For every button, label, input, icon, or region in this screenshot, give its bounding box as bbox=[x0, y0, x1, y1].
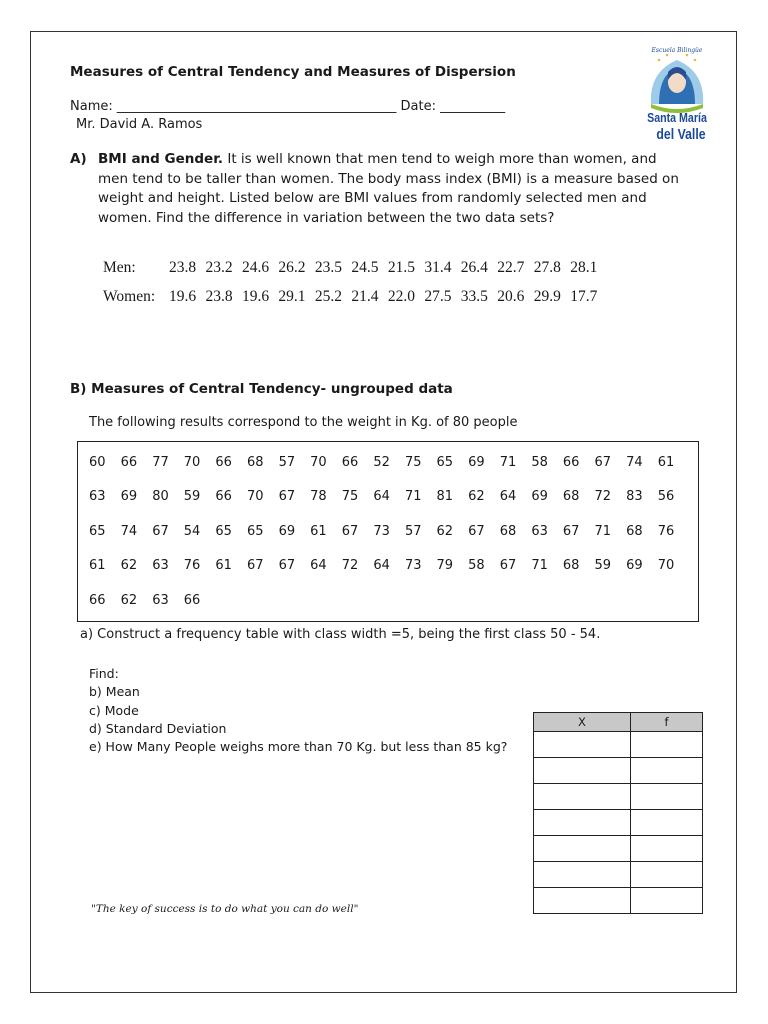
data-value: 74 bbox=[626, 455, 643, 470]
data-value: 67 bbox=[468, 524, 485, 539]
data-value: 63 bbox=[531, 524, 548, 539]
section-b-heading: B) Measures of Central Tendency- ungrouped data bbox=[70, 381, 453, 397]
table-cell[interactable] bbox=[631, 836, 703, 862]
data-value: 56 bbox=[657, 489, 675, 504]
men-values: 23.8 23.2 24.6 26.2 23.5 24.5 21.5 31.4 26.4 22.7 27.8 28.1 bbox=[169, 259, 598, 276]
data-value: 70 bbox=[246, 489, 264, 504]
data-value: 66 bbox=[341, 455, 359, 470]
data-value: 62 bbox=[468, 489, 485, 504]
data-value: 61 bbox=[89, 558, 106, 573]
data-value: 68 bbox=[246, 455, 264, 470]
data-row bbox=[89, 455, 689, 470]
data-value: 67 bbox=[562, 524, 580, 539]
table-cell[interactable] bbox=[534, 810, 631, 836]
find-item-std-dev: d) Standard Deviation bbox=[89, 720, 227, 736]
data-value: 64 bbox=[373, 558, 390, 573]
data-value: 67 bbox=[152, 524, 169, 539]
section-a-text bbox=[98, 150, 682, 228]
data-value: 64 bbox=[373, 489, 390, 504]
data-value: 76 bbox=[183, 558, 201, 573]
data-value: 72 bbox=[594, 489, 612, 504]
table-cell[interactable] bbox=[534, 888, 631, 914]
table-cell[interactable] bbox=[534, 784, 631, 810]
data-value: 69 bbox=[278, 524, 296, 539]
data-value: 75 bbox=[341, 489, 359, 504]
data-value: 71 bbox=[531, 558, 548, 573]
data-value: 66 bbox=[562, 455, 580, 470]
data-value: 62 bbox=[436, 524, 454, 539]
data-value: 67 bbox=[278, 489, 296, 504]
table-cell[interactable] bbox=[631, 732, 703, 758]
find-item-mode: c) Mode bbox=[89, 702, 139, 718]
data-value: 83 bbox=[626, 489, 643, 504]
data-value: 71 bbox=[594, 524, 612, 539]
data-value: 63 bbox=[152, 558, 169, 573]
data-value: 60 bbox=[89, 455, 106, 470]
table-cell[interactable] bbox=[534, 862, 631, 888]
data-value: 63 bbox=[89, 489, 106, 504]
logo-name-line2: del Valle bbox=[656, 125, 706, 143]
find-label: Find: bbox=[89, 666, 119, 681]
data-value: 69 bbox=[626, 558, 643, 573]
table-cell[interactable] bbox=[534, 758, 631, 784]
logo-top-text: Escuela Bilingüe bbox=[651, 47, 703, 54]
find-list bbox=[89, 665, 507, 756]
section-a-body: It is well known that men tend to weigh more than women, and men tend to be taller than women. The body mass index (BMI) is a measure based on weight and height. Listed below are BMI values from randomly selected men and women. Find the difference in variation between the two data sets? bbox=[98, 151, 679, 226]
data-value: 68 bbox=[626, 524, 643, 539]
table-cell[interactable] bbox=[631, 888, 703, 914]
data-value: 71 bbox=[499, 455, 517, 470]
data-value: 59 bbox=[594, 558, 612, 573]
data-value: 61 bbox=[215, 558, 232, 573]
table-row bbox=[534, 758, 703, 784]
data-value: 62 bbox=[120, 558, 138, 573]
name-date-line: Name: ___________________________________________ Date: __________ bbox=[70, 99, 506, 114]
data-value: 65 bbox=[89, 524, 106, 539]
table-cell[interactable] bbox=[534, 836, 631, 862]
question-a: a) Construct a frequency table with class width =5, being the first class 50 - 54. bbox=[80, 627, 601, 642]
table-cell[interactable] bbox=[631, 810, 703, 836]
women-label: Women: bbox=[103, 288, 156, 305]
data-value: 68 bbox=[499, 524, 517, 539]
data-value: 73 bbox=[404, 558, 422, 573]
section-a bbox=[70, 150, 682, 228]
data-value: 63 bbox=[152, 593, 169, 608]
data-value: 65 bbox=[436, 455, 454, 470]
data-value: 67 bbox=[594, 455, 612, 470]
data-value: 70 bbox=[183, 455, 201, 470]
data-value: 67 bbox=[278, 558, 296, 573]
data-value: 70 bbox=[310, 455, 327, 470]
data-value: 66 bbox=[183, 593, 201, 608]
data-value: 52 bbox=[373, 455, 390, 470]
section-a-heading: BMI and Gender. bbox=[98, 151, 224, 167]
motivational-quote: "The key of success is to do what you can do well" bbox=[91, 903, 359, 915]
data-value: 61 bbox=[657, 455, 675, 470]
data-value: 75 bbox=[404, 455, 422, 470]
table-row bbox=[534, 732, 703, 758]
data-value: 58 bbox=[531, 455, 548, 470]
data-value: 65 bbox=[215, 524, 232, 539]
table-row bbox=[534, 784, 703, 810]
data-value: 57 bbox=[278, 455, 296, 470]
table-cell[interactable] bbox=[631, 758, 703, 784]
women-values: 19.6 23.8 19.6 29.1 25.2 21.4 22.0 27.5 33.5 20.6 29.9 17.7 bbox=[169, 288, 598, 305]
data-value: 54 bbox=[183, 524, 201, 539]
data-value: 70 bbox=[657, 558, 675, 573]
data-row bbox=[89, 593, 215, 608]
data-value: 80 bbox=[152, 489, 169, 504]
data-value: 64 bbox=[310, 558, 327, 573]
data-value: 79 bbox=[436, 558, 454, 573]
table-cell[interactable] bbox=[534, 732, 631, 758]
frequency-table bbox=[533, 712, 703, 914]
worksheet-title: Measures of Central Tendency and Measures of Dispersion bbox=[70, 64, 516, 80]
data-value: 77 bbox=[152, 455, 169, 470]
logo-name-line1: Santa María bbox=[647, 109, 707, 126]
data-value: 66 bbox=[215, 489, 232, 504]
weight-data-box bbox=[77, 441, 699, 622]
data-value: 68 bbox=[562, 558, 580, 573]
data-value: 69 bbox=[468, 455, 485, 470]
table-row bbox=[534, 810, 703, 836]
men-label: Men: bbox=[103, 259, 136, 276]
data-value: 61 bbox=[310, 524, 327, 539]
data-value: 71 bbox=[404, 489, 422, 504]
data-value: 65 bbox=[246, 524, 264, 539]
data-value: 76 bbox=[657, 524, 675, 539]
table-cell[interactable] bbox=[631, 784, 703, 810]
table-row bbox=[534, 862, 703, 888]
data-value: 72 bbox=[341, 558, 359, 573]
school-logo bbox=[637, 42, 717, 146]
find-item-mean: b) Mean bbox=[89, 684, 140, 700]
column-header-f: f bbox=[631, 713, 703, 732]
data-value: 67 bbox=[341, 524, 359, 539]
data-value: 69 bbox=[531, 489, 548, 504]
teacher-name: Mr. David A. Ramos bbox=[76, 117, 203, 132]
data-value: 66 bbox=[120, 455, 138, 470]
data-value: 67 bbox=[499, 558, 517, 573]
data-value: 57 bbox=[404, 524, 422, 539]
section-a-label: A) bbox=[70, 151, 87, 167]
data-row bbox=[89, 524, 689, 539]
table-row bbox=[534, 888, 703, 914]
column-header-x: X bbox=[534, 713, 631, 732]
table-row bbox=[534, 836, 703, 862]
data-value: 58 bbox=[468, 558, 485, 573]
data-value: 74 bbox=[120, 524, 138, 539]
data-row bbox=[89, 489, 689, 504]
data-value: 64 bbox=[499, 489, 517, 504]
data-value: 66 bbox=[215, 455, 232, 470]
data-value: 69 bbox=[120, 489, 138, 504]
section-b-intro: The following results correspond to the weight in Kg. of 80 people bbox=[89, 415, 518, 430]
data-row bbox=[89, 558, 689, 573]
data-value: 62 bbox=[120, 593, 138, 608]
data-value: 66 bbox=[89, 593, 106, 608]
data-value: 78 bbox=[310, 489, 327, 504]
data-value: 67 bbox=[246, 558, 264, 573]
data-value: 73 bbox=[373, 524, 390, 539]
data-value: 68 bbox=[562, 489, 580, 504]
find-item-count: e) How Many People weighs more than 70 Kg. but less than 85 kg? bbox=[89, 739, 508, 755]
data-value: 59 bbox=[183, 489, 201, 504]
data-value: 81 bbox=[436, 489, 454, 504]
table-cell[interactable] bbox=[631, 862, 703, 888]
